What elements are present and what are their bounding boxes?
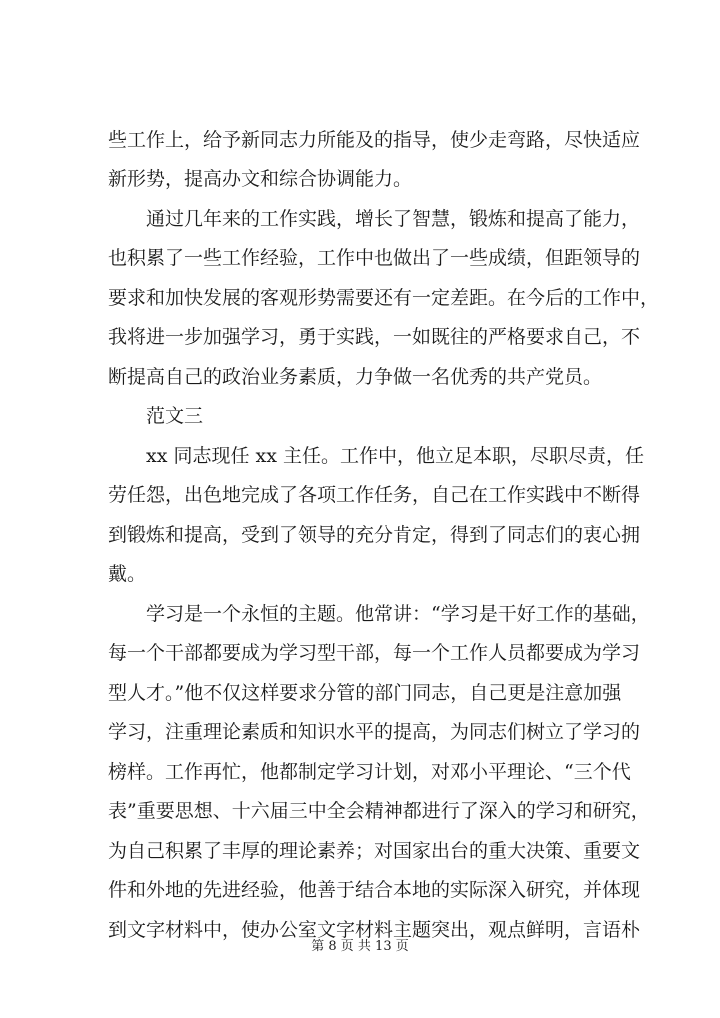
section-heading: 范文三 <box>146 405 204 427</box>
text-line: 断提高自己的政治业务素质，力争做一名优秀的共产党员。 <box>108 366 603 388</box>
text-line: 到锻炼和提高，受到了领导的充分肯定，得到了同志们的衷心拥 <box>108 524 641 546</box>
text-line: 到文字材料中，使办公室文字材料主题突出，观点鲜明，言语朴 <box>108 919 641 941</box>
text-line: 劳任怨，出色地完成了各项工作任务，自己在工作实践中不断得 <box>108 484 641 506</box>
text-line: 表”重要思想、十六届三中全会精神都进行了深入的学习和研究， <box>108 800 650 822</box>
text-line: 每一个干部都要成为学习型干部，每一个工作人员都要成为学习 <box>108 642 641 664</box>
text-line: 要求和加快发展的客观形势需要还有一定差距。在今后的工作中， <box>108 287 660 309</box>
text-line: 戴。 <box>108 563 147 585</box>
text-line: 为自己积累了丰厚的理论素养；对国家出台的重大决策、重要文 <box>108 840 641 862</box>
text-line: 件和外地的先进经验，他善于结合本地的实际深入研究，并体现 <box>108 879 641 901</box>
text-line: 新形势，提高办文和综合协调能力。 <box>108 168 413 190</box>
text-line: 我将进一步加强学习，勇于实践，一如既往的严格要求自己，不 <box>108 326 641 348</box>
page-footer <box>0 938 720 956</box>
text-line: 通过几年来的工作实践，增长了智慧，锻炼和提高了能力， <box>146 208 641 230</box>
text-line: 些工作上，给予新同志力所能及的指导，使少走弯路，尽快适应 <box>108 129 641 151</box>
text-line: 学习是一个永恒的主题。他常讲：“学习是干好工作的基础， <box>146 603 650 625</box>
page-number: 第 8 页 共 13 页 <box>311 939 409 954</box>
text-line: 学习，注重理论素质和知识水平的提高，为同志们树立了学习的 <box>108 721 641 743</box>
text-line: xx 同志现任 xx 主任。工作中，他立足本职，尽职尽责，任 <box>146 445 644 467</box>
text-line: 型人才。”他不仅这样要求分管的部门同志，自己更是注意加强 <box>108 682 622 704</box>
text-line: 榜样。工作再忙，他都制定学习计划，对邓小平理论、“三个代 <box>108 761 631 783</box>
text-line: 也积累了一些工作经验，工作中也做出了一些成绩，但距领导的 <box>108 247 641 269</box>
